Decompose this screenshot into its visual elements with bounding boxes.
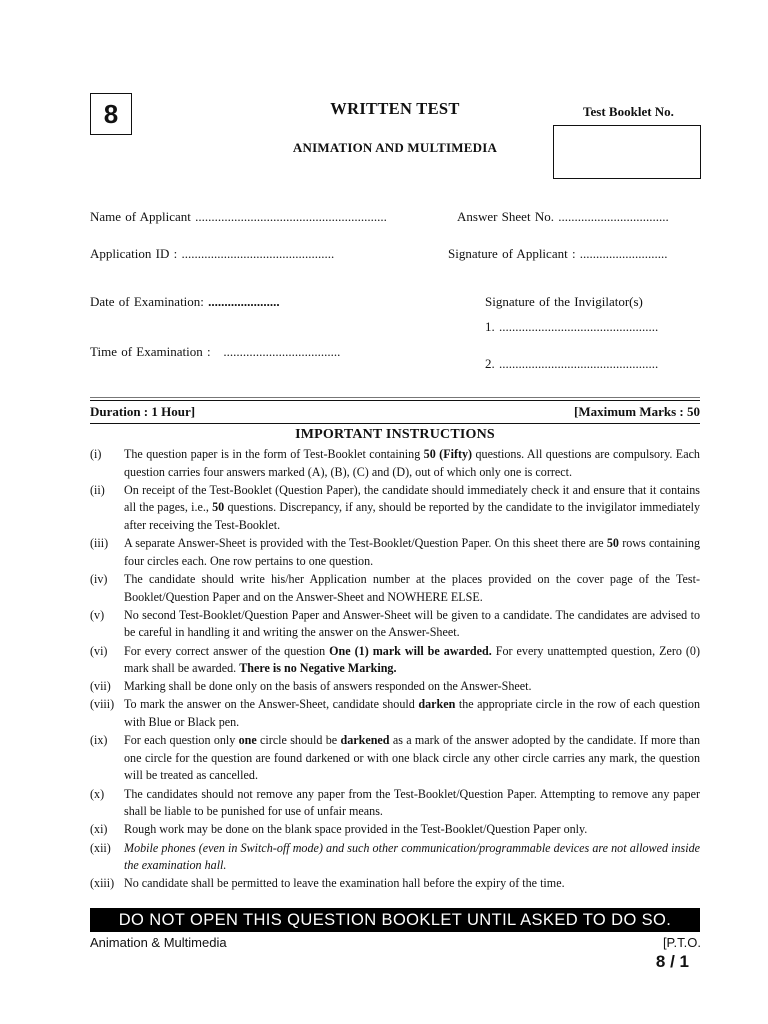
instruction-number: (vii): [90, 679, 111, 694]
page-title: WRITTEN TEST: [330, 99, 460, 118]
instruction-text: For every correct answer of the question One (1) mark will be awarded. For every unattempted question, Zero (0) mark shall be awarded. There is no Negative Marking.: [124, 643, 701, 676]
set-number: 8: [103, 98, 119, 129]
divider: [90, 400, 700, 401]
invigilator-signature-1: 1. .................................................: [485, 319, 659, 334]
instruction-text: Marking shall be done only on the basis of answers responded on the Answer-Sheet.: [124, 679, 532, 694]
instruction-item: [90, 732, 700, 785]
subject-title: ANIMATION AND MULTIMEDIA: [292, 140, 498, 155]
instruction-text: To mark the answer on the Answer-Sheet, candidate should darken the appropriate circle in the row of each question with Blue or Black pen.: [124, 697, 700, 730]
instruction-number: (i): [90, 447, 102, 461]
instruction-item: [90, 535, 700, 570]
instructions-heading: IMPORTANT INSTRUCTIONS: [295, 427, 495, 442]
invigilator-signature-2: 2. .................................................: [485, 356, 659, 371]
page-number: 8 / 1: [655, 952, 689, 971]
do-not-open-banner: DO NOT OPEN THIS QUESTION BOOKLET UNTIL ASKED TO DO SO.: [90, 908, 700, 932]
instruction-number: (ii): [90, 482, 105, 497]
application-id-field: Application ID : ...............................................: [90, 246, 335, 261]
instruction-text: Rough work may be done on the blank space provided in the Test-Booklet/Question Paper only.: [124, 822, 588, 837]
exam-date-dots: ......................: [208, 294, 280, 309]
instructions-list: [90, 446, 700, 894]
answer-sheet-field: Answer Sheet No. ..................................: [457, 209, 669, 224]
instruction-item: [90, 840, 700, 875]
footer-subject: Animation & Multimedia: [90, 935, 227, 950]
instruction-number: (ix): [90, 733, 108, 748]
set-number-box: [90, 93, 132, 135]
maximum-marks: [Maximum Marks : 50: [573, 404, 700, 419]
instruction-item: [90, 446, 700, 481]
instruction-number: (xii): [90, 840, 111, 855]
exam-date-label: Date of Examination:: [90, 294, 204, 309]
applicant-name-field: Name of Applicant ...........................................................: [90, 209, 387, 224]
instruction-item: [90, 482, 700, 535]
footer-pto: [P.T.O.: [662, 935, 701, 950]
instruction-number: (iii): [90, 536, 109, 551]
exam-time-dots: ....................................: [223, 344, 341, 359]
exam-date-field: [90, 294, 280, 310]
instruction-text: The candidate should write his/her Application number at the places provided on the cover page of the Test-Booklet/Question Paper and on the Answer-Sheet and NOWHERE ELSE.: [124, 571, 700, 604]
divider: [90, 397, 700, 398]
instruction-number: (xi): [90, 822, 108, 837]
instruction-text: On receipt of the Test-Booklet (Question Paper), the candidate should immediately check it and ensure that it contains all the pages, i.e., 50 questions. Discrepancy, if any, should be reported by the candidate to the invigilator immediately after receiving the Test-Booklet.: [124, 482, 700, 532]
divider: [90, 423, 700, 424]
instruction-number: (xiii): [90, 876, 115, 891]
test-booklet-number-box: [553, 125, 701, 179]
instruction-text: No candidate shall be permitted to leave the examination hall before the expiry of the time.: [124, 876, 565, 891]
instruction-number: (iv): [90, 571, 108, 586]
exam-time-label: Time of Examination :: [90, 344, 211, 359]
instruction-item: [90, 875, 700, 893]
instruction-number: (vi): [90, 643, 108, 658]
instruction-text: For each question only one circle should be darkened as a mark of the answer adopted by the candidate. If more than one circle for the question are found darkened or with one black circle any other circle carries any mark, the question will be treated as cancelled.: [124, 733, 700, 783]
applicant-signature-field: Signature of Applicant : ...........................: [448, 246, 668, 261]
instruction-number: (x): [90, 786, 105, 801]
instruction-item: [90, 821, 700, 839]
exam-time-field: [90, 344, 340, 360]
instruction-item: [90, 696, 700, 731]
instruction-text: A separate Answer-Sheet is provided with the Test-Booklet/Question Paper. On this sheet there are 50 rows containing four circles each. One row pertains to one question.: [124, 536, 700, 568]
instruction-number: (v): [90, 607, 105, 622]
instruction-item: [90, 607, 700, 642]
instruction-item: [90, 678, 700, 696]
instruction-item: [90, 643, 700, 678]
instruction-item: [90, 571, 700, 606]
duration: Duration : 1 Hour]: [90, 404, 196, 419]
invigilator-signature-label: Signature of the Invigilator(s): [485, 294, 643, 309]
instruction-item: [90, 786, 700, 821]
instruction-number: (viii): [90, 697, 115, 712]
instruction-text: Mobile phones (even in Switch-off mode) and such other communication/programmable devices are not allowed inside the examination hall.: [124, 840, 700, 873]
test-booklet-label: Test Booklet No.: [583, 104, 674, 119]
instruction-text: The question paper is in the form of Test-Booklet containing 50 (Fifty) questions. All questions are compulsory. Each question carries four answers marked (A), (B), (C) and (D), out of which only one is correct.: [124, 447, 700, 479]
instruction-text: No second Test-Booklet/Question Paper and Answer-Sheet will be given to a candidate. The candidates are advised to be careful in handling it and writing the answer on the Answer-Sheet.: [124, 607, 700, 640]
instruction-text: The candidates should not remove any paper from the Test-Booklet/Question Paper. Attempting to remove any paper shall be liable to be punished for use of unfair means.: [124, 786, 700, 819]
